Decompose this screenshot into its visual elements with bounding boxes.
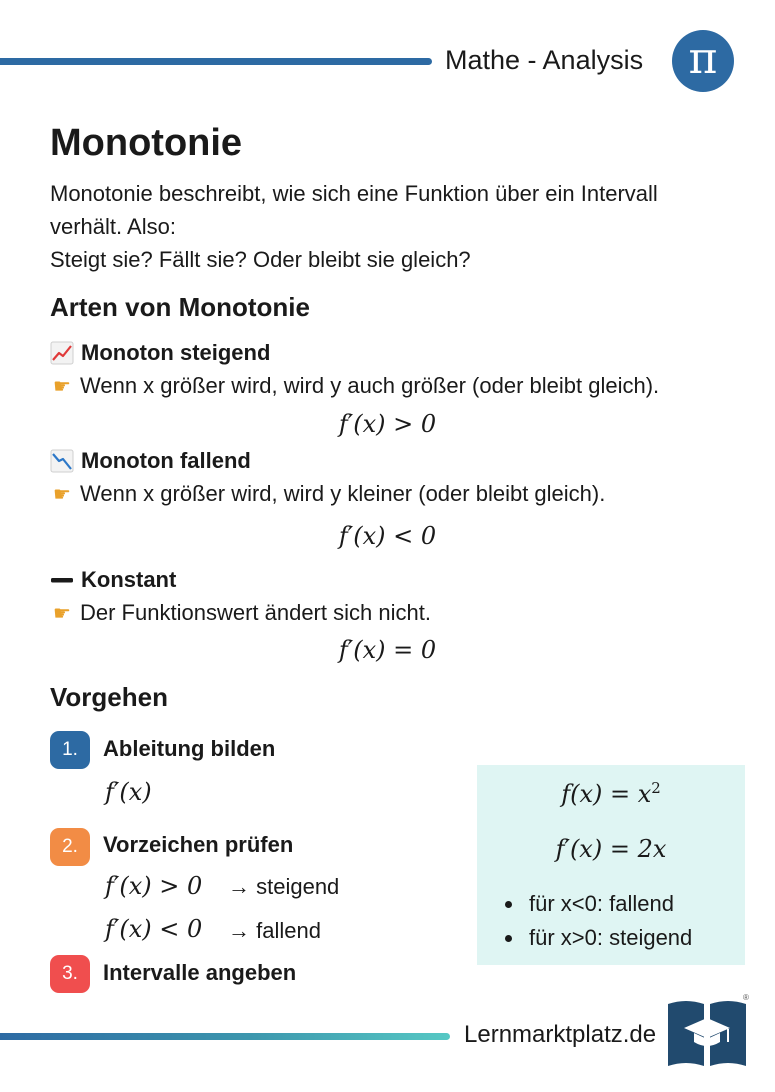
type-desc: Wenn x größer wird, wird y auch größer (oder bleibt gleich). <box>80 373 660 398</box>
example-exponent: 2 <box>651 779 661 797</box>
type-desc-row <box>50 481 605 507</box>
type-desc: Wenn x größer wird, wird y kleiner (oder bleibt gleich). <box>80 481 606 506</box>
intro-line: Monotonie beschreibt, wie sich eine Funktion über ein Intervall <box>50 181 658 206</box>
formula-constant: f′(x) = 0 <box>338 636 437 664</box>
example-bullets <box>505 887 692 955</box>
example-derivative: f′(x) = 2x <box>555 835 667 863</box>
step-title-2: Vorzeichen prüfen <box>103 832 294 857</box>
step-title-3: Intervalle angeben <box>103 960 297 985</box>
header-title: Mathe - Analysis <box>445 45 644 75</box>
formula-decreasing: f′(x) < 0 <box>338 522 437 550</box>
page-title: Monotonie <box>50 122 243 164</box>
type-desc: Der Funktionswert ändert sich nicht. <box>80 600 431 625</box>
step2-result-negative: → fallend <box>228 918 321 943</box>
step2-formula-positive: f′(x) > 0 <box>105 872 203 900</box>
type-item-decreasing <box>50 448 251 474</box>
type-desc-row <box>50 600 431 626</box>
procedure-heading: Vorgehen <box>50 682 168 712</box>
header-rule <box>0 58 432 65</box>
step-number-2: 2. <box>50 828 90 866</box>
step-number-3: 3. <box>50 955 90 993</box>
type-item-increasing <box>50 340 270 366</box>
step-title-1: Ableitung bilden <box>103 736 276 761</box>
registered-mark: ® <box>743 993 749 1002</box>
formula-increasing: f′(x) > 0 <box>338 410 437 438</box>
chart-decreasing-icon <box>50 449 74 473</box>
footer-brand: Lernmarktplatz.de <box>464 1021 657 1048</box>
types-heading: Arten von Monotonie <box>50 292 310 322</box>
example-box <box>477 765 745 965</box>
type-desc-row <box>50 373 659 399</box>
chart-increasing-icon <box>50 341 74 365</box>
step-number-1: 1. <box>50 731 90 769</box>
intro-line: verhält. Also: <box>50 214 176 239</box>
example-function-text: f(x) = x <box>561 780 652 808</box>
pointing-hand-icon: ☛ <box>53 483 71 506</box>
intro-line: Steigt sie? Fällt sie? Oder bleibt sie gleich? <box>50 247 471 272</box>
list-item: für x<0: fallend <box>505 887 692 921</box>
example-function <box>477 779 745 808</box>
list-item: für x>0: steigend <box>505 921 692 955</box>
step1-formula: f′(x) <box>105 778 152 806</box>
type-title: Monoton fallend <box>81 448 251 473</box>
step2-result-positive: → steigend <box>228 874 340 899</box>
footer-rule <box>0 1033 450 1040</box>
type-title: Monoton steigend <box>81 340 271 365</box>
graduation-book-icon <box>666 998 748 1068</box>
pi-icon: π <box>672 30 734 92</box>
intro-text <box>50 177 730 276</box>
pointing-hand-icon: ☛ <box>53 602 71 625</box>
minus-icon <box>50 568 74 592</box>
type-title: Konstant <box>81 567 177 592</box>
pointing-hand-icon: ☛ <box>53 375 71 398</box>
step2-formula-negative: f′(x) < 0 <box>105 915 203 943</box>
type-item-constant <box>50 567 176 593</box>
